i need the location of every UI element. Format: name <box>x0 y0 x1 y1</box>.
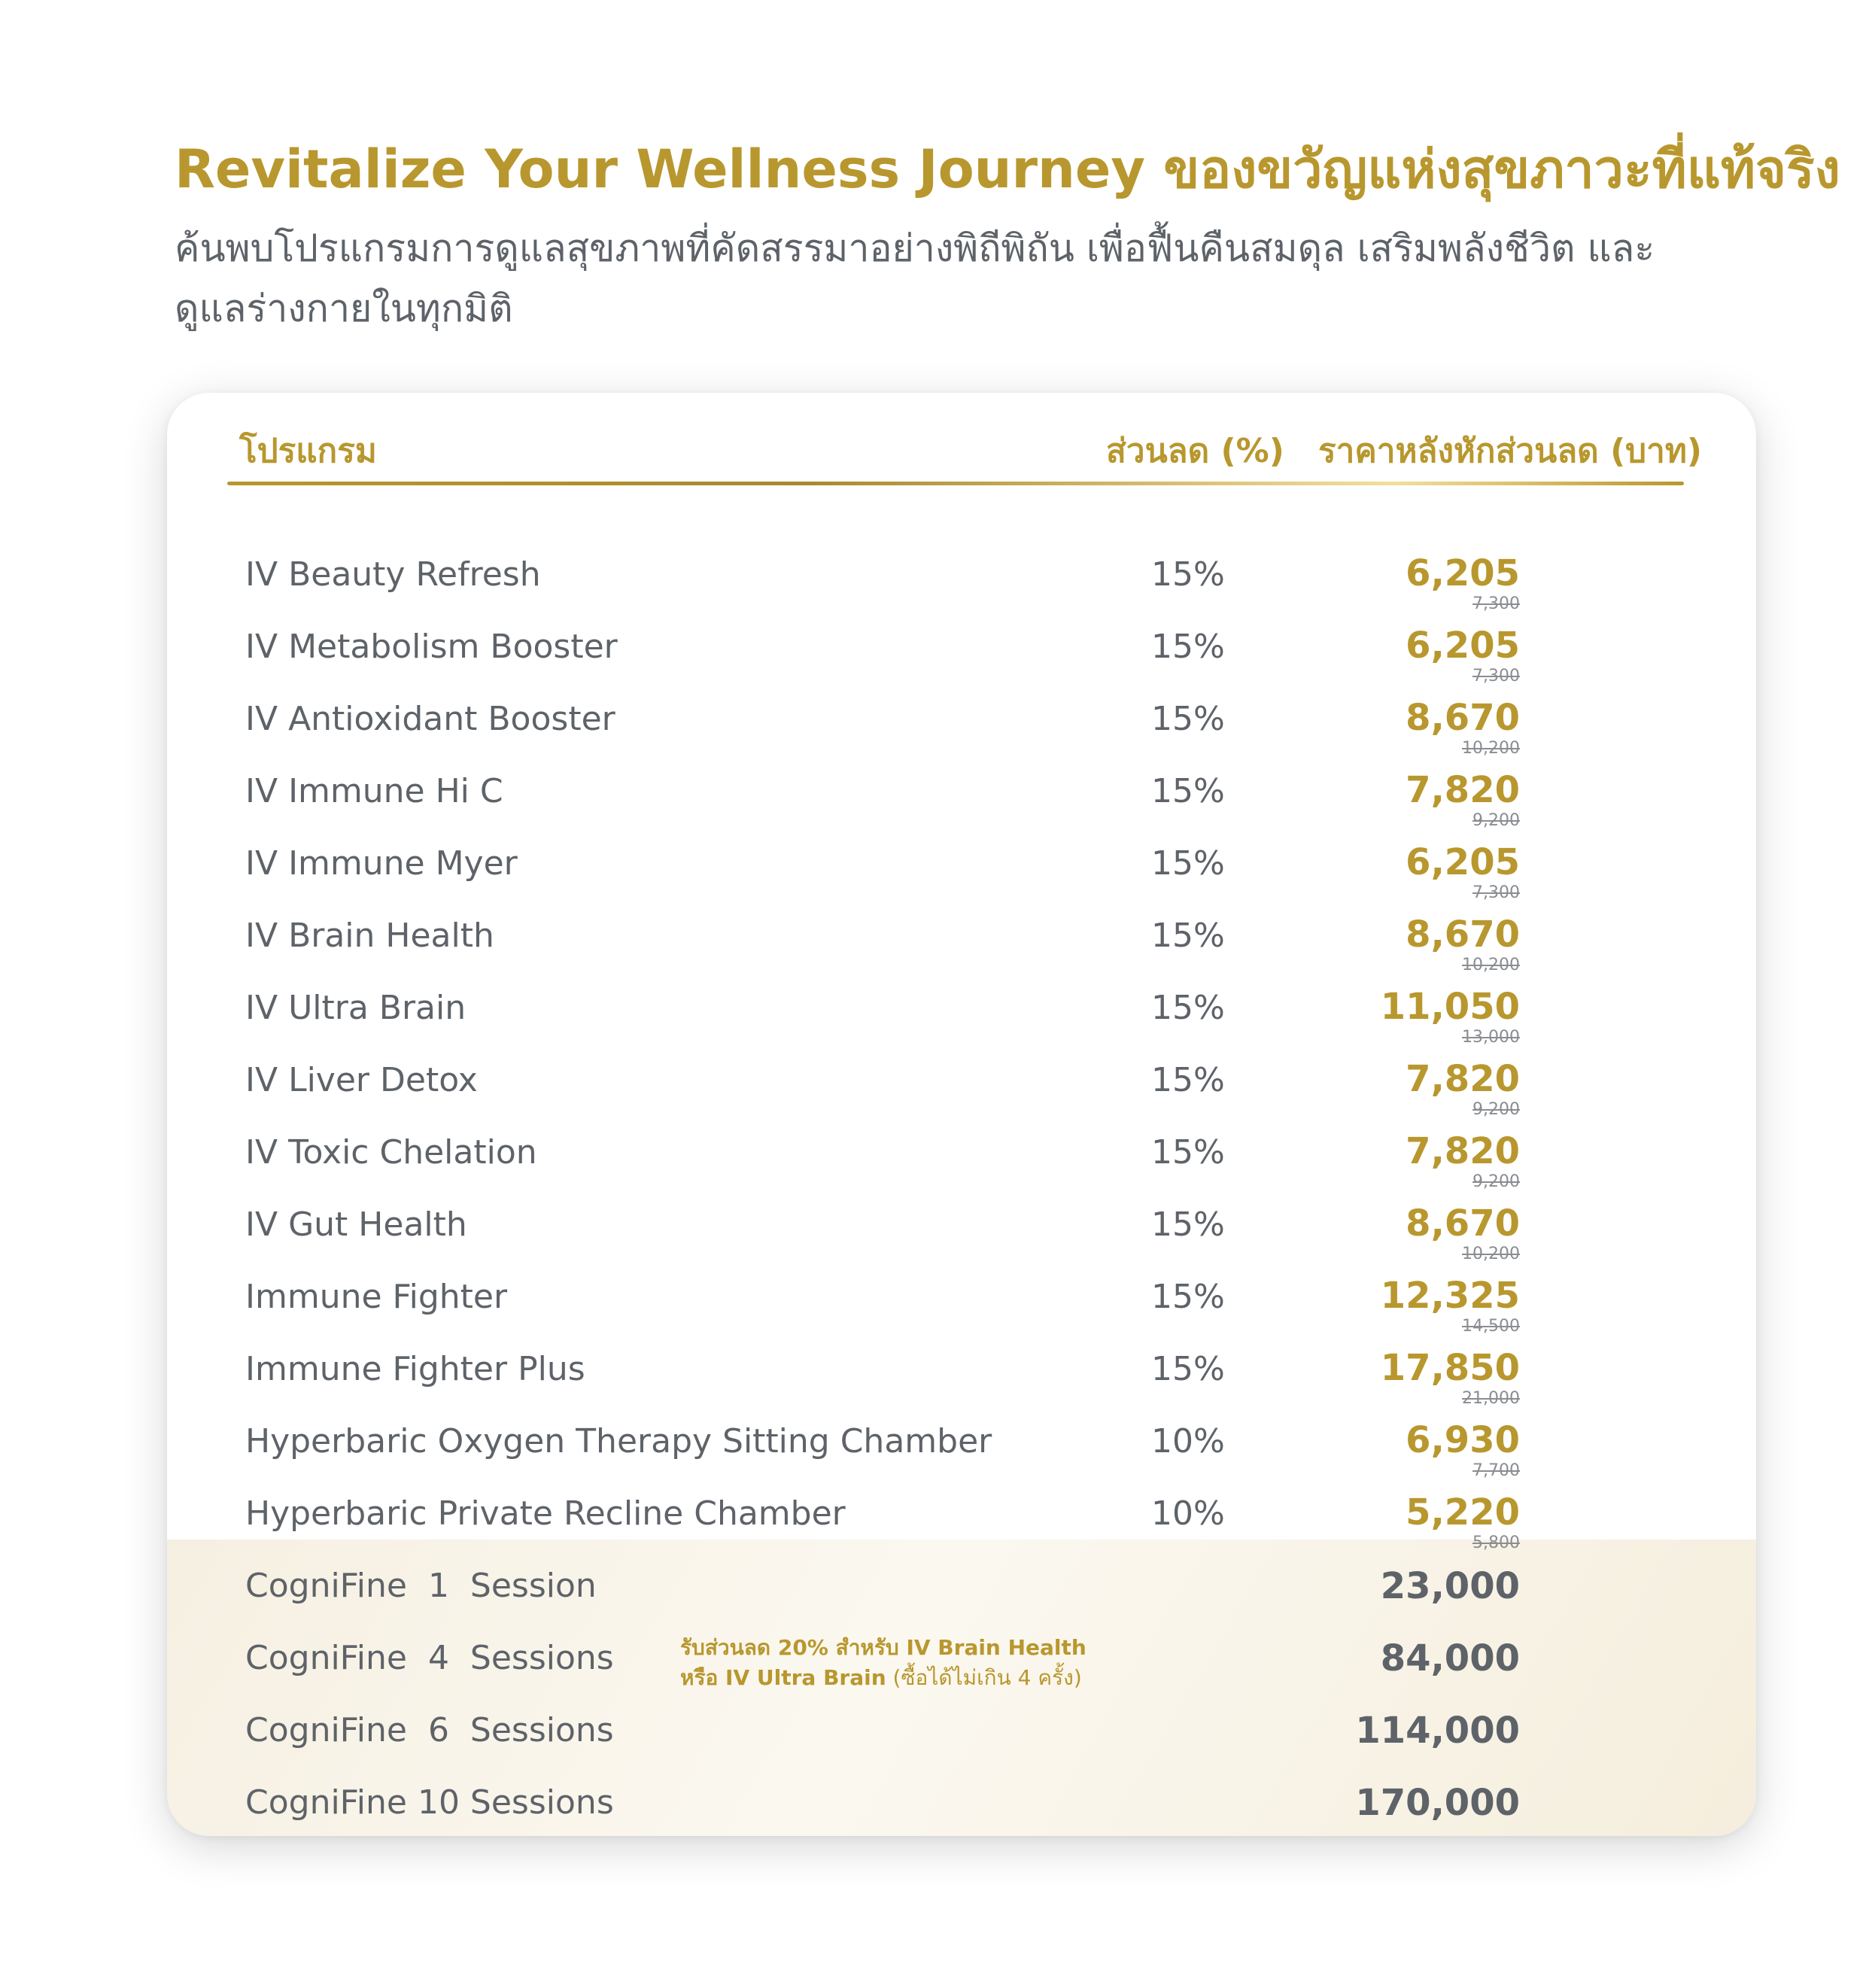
table-row <box>167 683 1756 758</box>
program-name: IV Toxic Chelation <box>245 1133 537 1172</box>
original-price: 21,000 <box>1462 1389 1520 1408</box>
cognifine-row <box>167 1767 1756 1836</box>
table-row <box>167 900 1756 972</box>
table-row <box>167 1333 1756 1406</box>
table-row <box>167 1117 1756 1189</box>
original-price: 9,200 <box>1472 1172 1520 1191</box>
table-row <box>167 1406 1756 1478</box>
package-price: 23,000 <box>1380 1565 1520 1607</box>
table-row <box>167 1044 1756 1117</box>
original-price: 9,200 <box>1472 811 1520 830</box>
table-row <box>167 1261 1756 1336</box>
discount-percent: 10% <box>1151 1494 1225 1533</box>
program-name: Hyperbaric Oxygen Therapy Sitting Chamber <box>245 1422 992 1461</box>
table-row <box>167 1478 1756 1550</box>
page-title: Revitalize Your Wellness Journey ของขวัญแห่งสุขภาวะที่แท้จริง <box>175 138 1840 200</box>
discount-percent: 15% <box>1151 628 1225 666</box>
program-name: Immune Fighter Plus <box>245 1350 585 1388</box>
cognifine-row <box>167 1550 1756 1622</box>
discount-percent: 15% <box>1151 1061 1225 1099</box>
discounted-price: 8,670 <box>1406 913 1520 956</box>
discounted-price: 8,670 <box>1406 697 1520 739</box>
discount-percent: 15% <box>1151 1278 1225 1316</box>
package-price: 84,000 <box>1380 1637 1520 1679</box>
program-name: IV Liver Detox <box>245 1061 478 1099</box>
original-price: 10,200 <box>1462 739 1520 758</box>
discounted-price: 17,850 <box>1380 1347 1520 1389</box>
column-header-price: ราคาหลังหักส่วนลด (บาท) <box>1318 432 1702 470</box>
package-price: 114,000 <box>1355 1710 1520 1752</box>
discounted-price: 6,205 <box>1406 552 1520 594</box>
discount-percent: 15% <box>1151 916 1225 955</box>
original-price: 5,800 <box>1472 1534 1520 1552</box>
discounted-price: 12,325 <box>1380 1275 1520 1317</box>
discounted-price: 6,205 <box>1406 625 1520 667</box>
original-price: 10,200 <box>1462 956 1520 974</box>
original-price: 7,300 <box>1472 667 1520 685</box>
discount-percent: 15% <box>1151 700 1225 738</box>
column-header-discount: ส่วนลด (%) <box>1106 432 1284 470</box>
program-name: CogniFine 6 Sessions <box>245 1711 614 1749</box>
table-row <box>167 539 1756 611</box>
discount-percent: 15% <box>1151 555 1225 594</box>
program-name: Immune Fighter <box>245 1278 508 1316</box>
discounted-price: 11,050 <box>1380 986 1520 1028</box>
discount-percent: 15% <box>1151 1205 1225 1244</box>
discount-percent: 15% <box>1151 772 1225 810</box>
program-name: IV Gut Health <box>245 1205 467 1244</box>
original-price: 7,700 <box>1472 1461 1520 1480</box>
program-name: IV Brain Health <box>245 916 494 955</box>
program-name: IV Immune Hi C <box>245 772 503 810</box>
program-name: IV Ultra Brain <box>245 989 466 1027</box>
original-price: 7,300 <box>1472 883 1520 902</box>
program-name: IV Immune Myer <box>245 844 518 883</box>
program-name: IV Metabolism Booster <box>245 628 618 666</box>
table-row <box>167 828 1756 900</box>
discount-percent: 15% <box>1151 989 1225 1027</box>
discounted-price: 7,820 <box>1406 769 1520 811</box>
header-divider <box>227 482 1684 485</box>
discounted-price: 8,670 <box>1406 1202 1520 1245</box>
original-price: 10,200 <box>1462 1245 1520 1263</box>
package-price: 170,000 <box>1355 1782 1520 1824</box>
program-name: IV Antioxidant Booster <box>245 700 615 738</box>
promo-line-2: หรือ IV Ultra Brain (ซื้อได้ไม่เกิน 4 ครั้ง) <box>680 1665 1082 1690</box>
program-name: CogniFine 10 Sessions <box>245 1783 614 1822</box>
discounted-price: 6,205 <box>1406 841 1520 883</box>
discounted-price: 6,930 <box>1406 1419 1520 1461</box>
price-table-card <box>167 393 1756 1836</box>
table-row <box>167 1189 1756 1261</box>
program-name: CogniFine 4 Sessions <box>245 1639 614 1677</box>
column-header-program: โปรแกรม <box>239 432 377 470</box>
table-row <box>167 755 1756 828</box>
original-price: 7,300 <box>1472 594 1520 613</box>
original-price: 14,500 <box>1462 1317 1520 1336</box>
discount-percent: 15% <box>1151 1133 1225 1172</box>
cognifine-row <box>167 1695 1756 1767</box>
table-row <box>167 972 1756 1047</box>
discount-percent: 15% <box>1151 1350 1225 1388</box>
original-price: 13,000 <box>1462 1028 1520 1047</box>
discount-percent: 15% <box>1151 844 1225 883</box>
discounted-price: 5,220 <box>1406 1491 1520 1534</box>
promo-line-1: รับส่วนลด 20% สำหรับ IV Brain Health <box>680 1635 1086 1660</box>
program-name: Hyperbaric Private Recline Chamber <box>245 1494 846 1533</box>
discounted-price: 7,820 <box>1406 1058 1520 1100</box>
discount-percent: 10% <box>1151 1422 1225 1461</box>
promo-note <box>680 1633 1086 1693</box>
discounted-price: 7,820 <box>1406 1130 1520 1172</box>
page-subtitle: ค้นพบโปรแกรมการดูแลสุขภาพที่คัดสรรมาอย่างพิถีพิถัน เพื่อฟื้นคืนสมดุล เสริมพลังชีวิต และดูแลร่างกายในทุกมิติ <box>175 226 1655 330</box>
original-price: 9,200 <box>1472 1100 1520 1119</box>
program-name: IV Beauty Refresh <box>245 555 541 594</box>
program-name: CogniFine 1 Session <box>245 1567 597 1605</box>
table-row <box>167 611 1756 683</box>
